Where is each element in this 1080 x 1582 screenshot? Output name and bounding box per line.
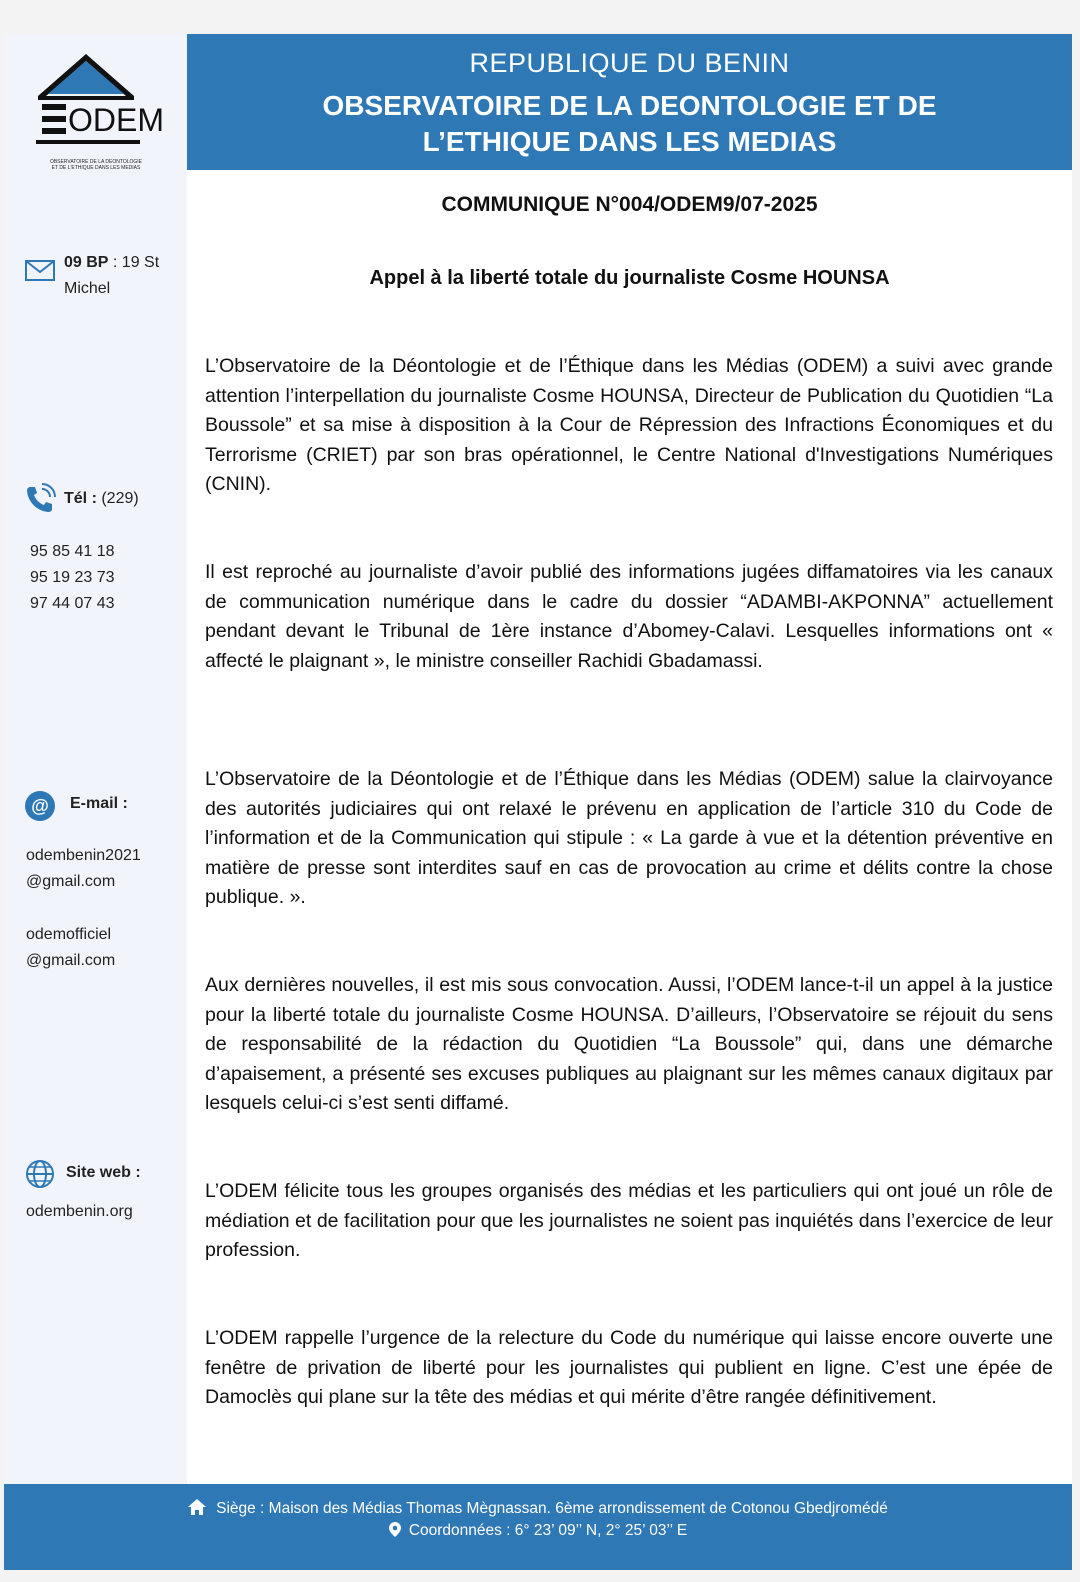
email-1-line2: @gmail.com — [26, 873, 116, 890]
paragraph-6: L’ODEM rappelle l’urgence de la relecture du Code du numérique qui laisse encore ouverte une fenêtre de privation de liberté pour les journalistes qui publient en ligne. C’est une épée de Damoclès qui plane sur la tête des médias et qui mérite d’être rangée définitivement. — [205, 1327, 1053, 1408]
footer-siege: Siège : Maison des Médias Thomas Mègnassan. 6ème arrondissement de Cotonou Gbedjromédé — [216, 1500, 888, 1517]
communique-number: COMMUNIQUE N°004/ODEM9/07-2025 — [441, 193, 818, 216]
website-label: Site web : — [66, 1164, 141, 1181]
phone-icon — [24, 483, 56, 515]
tel-label — [64, 490, 139, 508]
footer-coordinates: Coordonnées : 6° 23’ 09’’ N, 2° 25’ 03’’ E — [408, 1522, 688, 1539]
observatory-title-line1: OBSERVATOIRE DE LA DEONTOLOGIE ET DE — [322, 90, 937, 121]
document-page — [4, 34, 1072, 1570]
header-banner — [187, 34, 1072, 170]
globe-icon — [24, 1158, 56, 1190]
logo-text: ODEM — [68, 102, 164, 138]
tel-label-text: Tél : — [64, 490, 97, 507]
logo-tagline-line2: ET DE L'ETHIQUE DANS LES MEDIAS — [51, 165, 141, 171]
logo-tagline — [36, 159, 156, 171]
odem-logo — [30, 48, 170, 171]
paragraph-3: L’Observatoire de la Déontologie et de l’Éthique dans les Médias (ODEM) salue la clairvoyance des autorités judiciaires qui ont relaxé le prévenu en application de l’article 310 du Code de l’information et de la Communication qui stipule : « La garde à vue et la détention préventive en matière de presse sont interdites sauf en cas de provocation au crime et délits contre la chose publique. ». — [205, 768, 1053, 908]
footer-address-line — [4, 1499, 1072, 1518]
location-pin-icon — [389, 1522, 401, 1537]
tel-country-code: (229) — [96, 490, 139, 507]
email-1-line1: odembenin2021 — [26, 847, 141, 864]
address-line1 — [64, 254, 159, 272]
address-number: : 19 St — [108, 254, 160, 271]
paragraph-2: Il est reproché au journaliste d’avoir publié des informations jugées diffamatoires via les canaux de communication numérique dans le cadre du dossier “ADAMBI-AKPONNA” actuellement pendant devant le Tribunal de 1ère instance d’Abomey-Calavi. Lesquelles informations ont « affecté le plaignant », le ministre conseiller Rachidi Gbadamassi. — [205, 561, 1053, 672]
observatory-title — [187, 88, 1072, 160]
odem-house-logo-icon — [30, 48, 170, 160]
republic-title: REPUBLIQUE DU BENIN — [469, 48, 790, 78]
phone-number-2: 95 19 23 73 — [30, 569, 115, 586]
observatory-title-line2: L’ETHIQUE DANS LES MEDIAS — [422, 126, 837, 157]
footer-banner — [4, 1484, 1072, 1570]
paragraph-5: L’ODEM félicite tous les groupes organisés des médias et les particuliers qui ont joué un rôle de médiation et de facilitation pour que les journalistes ne soient pas inquiétés dans l’exercice de leur profession. — [205, 1180, 1053, 1261]
email-label: E-mail : — [70, 795, 128, 812]
communique-subject: Appel à la liberté totale du journaliste Cosme HOUNSA — [369, 267, 890, 289]
paragraph-4: Aux dernières nouvelles, il est mis sous convocation. Aussi, l’ODEM lance-t-il un appel à la justice pour la liberté totale du journaliste Cosme HOUNSA. D’ailleurs, l’Observatoire se réjouit du sens de responsabilité de la rédaction du Quotidien “La Boussole” qui, dans une démarche d’apaisement, a présenté ses excuses publiques au plaignant sur les mêmes canaux digitaux par lesquels celui-ci s’est senti diffamé. — [205, 974, 1053, 1114]
svg-text:@: @ — [31, 796, 49, 816]
address-bp: 09 BP — [64, 254, 109, 271]
website-url: odembenin.org — [26, 1203, 133, 1220]
email-at-icon — [24, 790, 56, 822]
email-2-line1: odemofficiel — [26, 926, 112, 943]
logo-tagline-line1: OBSERVATOIRE DE LA DEONTOLOGIE — [49, 159, 143, 165]
footer-coords-line — [4, 1522, 1072, 1540]
mail-icon — [24, 254, 56, 286]
address-line2: Michel — [64, 280, 111, 297]
sidebar — [4, 34, 187, 1484]
home-icon — [188, 1499, 206, 1515]
paragraph-1: L’Observatoire de la Déontologie et de l’Éthique dans les Médias (ODEM) a suivi avec grande attention l’interpellation du journaliste Cosme HOUNSA, Directeur de Publication du Quotidien “La Boussole” et sa mise à disposition à la Cour de Répression des Infractions Économiques et du Terrorisme (CRIET) par son bras opérationnel, le Centre National d'Investigations Numériques (CNIN). — [205, 355, 1053, 495]
email-2-line2: @gmail.com — [26, 952, 116, 969]
phone-number-3: 97 44 07 43 — [30, 595, 115, 612]
phone-number-1: 95 85 41 18 — [30, 543, 115, 560]
